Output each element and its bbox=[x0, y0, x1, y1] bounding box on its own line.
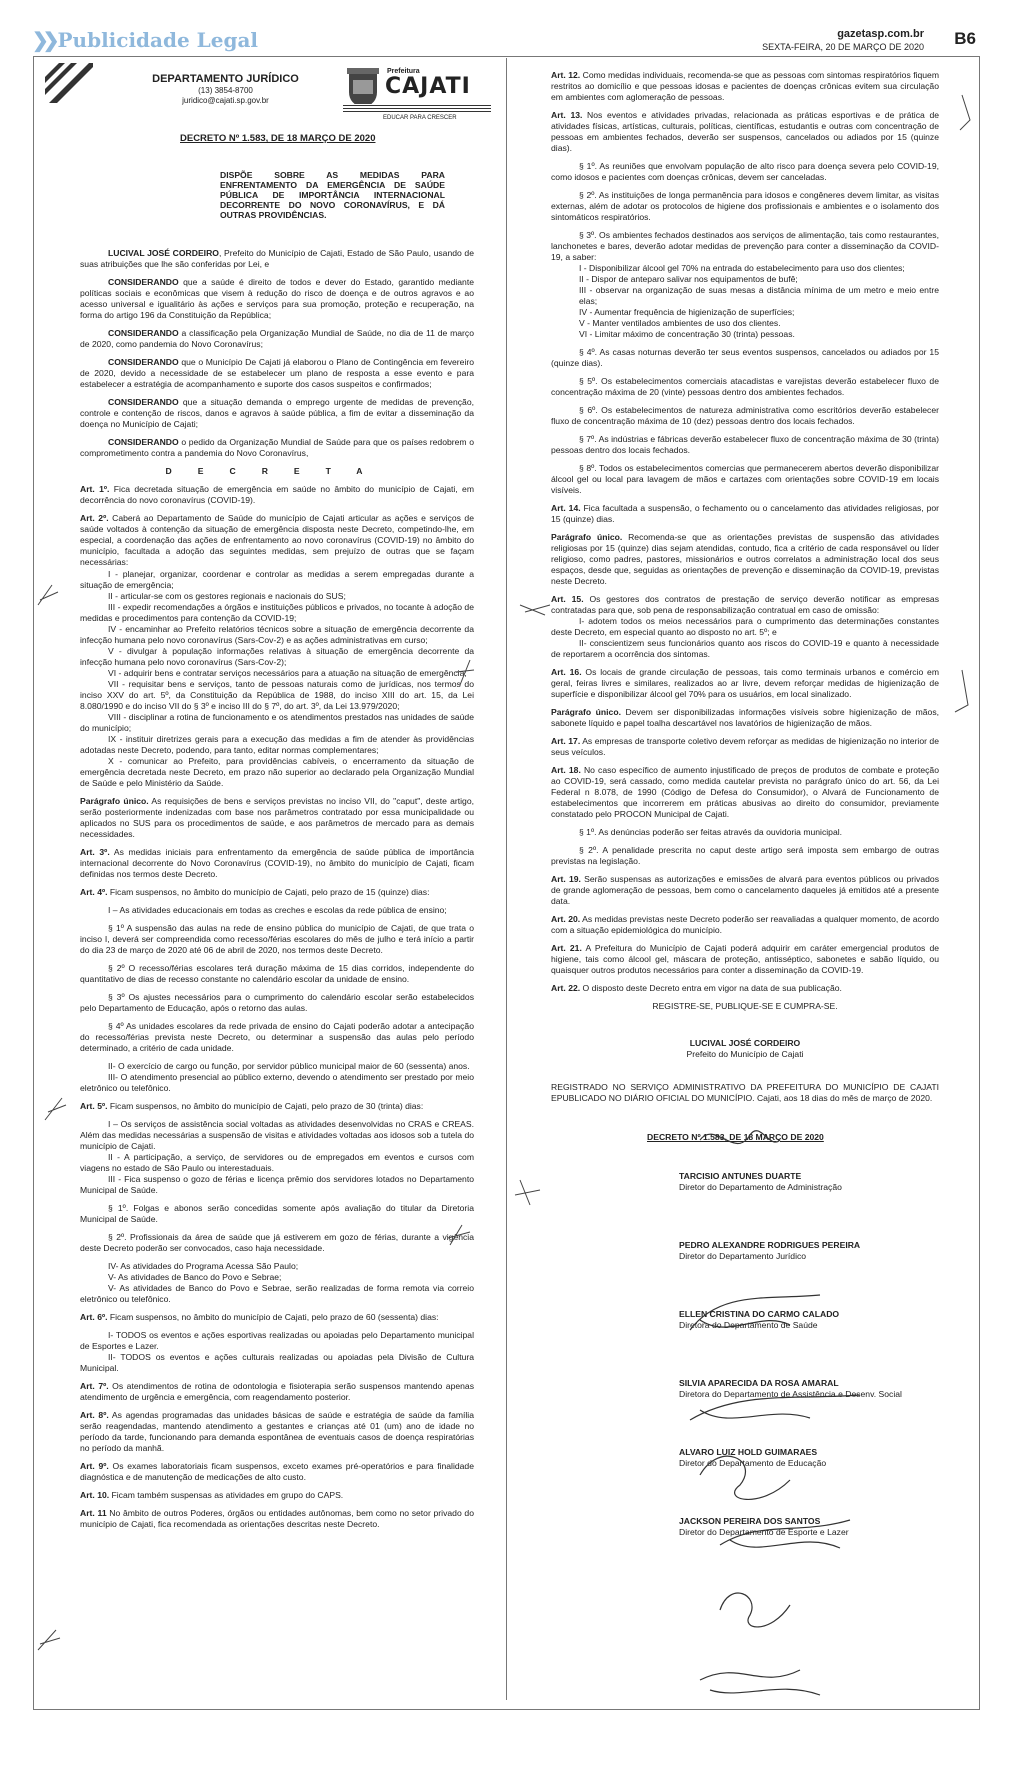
article-text: Ficam suspensos, no âmbito do município de Cajati, pelo prazo de 60 (sessenta) dias: bbox=[107, 1312, 439, 1322]
signatory-role: Diretor do Departamento de Educação bbox=[679, 1458, 827, 1468]
article-number: Art. 21. bbox=[551, 943, 582, 953]
article-number: Art. 22. bbox=[551, 983, 581, 993]
list-item: I- TODOS os eventos e ações esportivas realizadas ou apoiadas pelo Departamento municipal de Esportes e Lazer. bbox=[80, 1330, 474, 1351]
list-item: VII - requisitar bens e serviços, tanto de pessoas naturais como de jurídicas, nos termos do inciso XXV do art. 5º, da Constituição da República de 1988, do inciso XIII do art. 15, da Lei 8.080/1990 e do inciso VII do § 3º e inciso III do § 7º, do art. 3º, da Lei 13.979/2020; bbox=[80, 679, 474, 711]
article-text: Fica decretada situação de emergência em saúde no âmbito do município de Cajati, em decorrência do novo coronavírus (COVID-19). bbox=[80, 484, 474, 505]
department-email: juridico@cajati.sp.gov.br bbox=[182, 96, 269, 105]
paragraph: § 1º. As reuniões que envolvam população de alto risco para doença severa pelo COVID-19, como idosos e pacientes com doenças crônicas, devem ser canceladas. bbox=[551, 161, 939, 182]
preamble-name: LUCIVAL JOSÉ CORDEIRO bbox=[108, 248, 219, 258]
article-text: Serão suspensas as autorizações e emissões de alvará para eventos públicos ou privados de grande aglomeração de pessoas, bem como o cancelamento daqueles já emitidos até a presente data. bbox=[551, 874, 939, 906]
article-14 bbox=[551, 503, 939, 525]
decree-summary: DISPÕE SOBRE AS MEDIDAS PARA ENFRENTAMENTO DA EMERGÊNCIA DE SAÚDE PÚBLICA DE IMPORTÂNCIA INTERNACIONAL DECORRENTE DO NOVO CORONAVÍRUS, E DÁ OUTRAS PROVIDÊNCIAS. bbox=[220, 170, 445, 220]
paragraph: § 2º. As instituições de longa permanência para idosos e congêneres devem limitar, as visitas externas, além de adotar os protocolos de higiene dos profissionais e ambientes e o isolamento dos sintomáticos respiratórios. bbox=[551, 190, 939, 222]
paragraph-unico-14 bbox=[551, 532, 939, 587]
department-block bbox=[118, 74, 333, 106]
signatory-name: JACKSON PEREIRA DOS SANTOS bbox=[679, 1516, 821, 1526]
considerando-4 bbox=[80, 397, 474, 430]
article-number: Art. 10. bbox=[80, 1490, 110, 1500]
list-item: II- O exercício de cargo ou função, por servidor público municipal maior de 60 (sessenta) anos. bbox=[108, 1061, 470, 1071]
list-item: II- conscientizem seus funcionários quanto aos riscos do COVID-19 e quanto à necessidade de reportarem a ocorrência dos sintomas. bbox=[551, 638, 939, 659]
considerando-text: que o Município De Cajati já elaborou o Plano de Contingência em fevereiro de 2020, devido a necessidade de se estabelecer um plano de resposta a esse evento e para estabelecer a estratégia de acompanhamento e suporte dos casos suspeitos e confirmados; bbox=[80, 357, 474, 389]
article-text: Os atendimentos de rotina de odontologia e fisioterapia serão suspensos mantendo apenas atendimento de urgência e emergência, com reagendamento posterior. bbox=[80, 1381, 474, 1402]
paragraph: § 7º. As indústrias e fábricas deverão estabelecer fluxo de concentração máxima de 30 (trinta) pessoas dentro dos locais fechados. bbox=[551, 434, 939, 455]
article-text: As agendas programadas das unidades básicas de saúde e estratégia de saúde da família serão reagendadas, mantendo atendimento a gestantes e crianças até 01 (um) ano de idade no período da tarde, funcionando para demanda espontânea de eventuais casos de doença respiratórias no período da manhã. bbox=[80, 1410, 474, 1453]
article-10 bbox=[80, 1490, 474, 1501]
decree-title: DECRETO Nº 1.583, DE 18 MARÇO DE 2020 bbox=[180, 133, 376, 144]
considerando-text: que a situação demanda o emprego urgente de medidas de prevenção, controle e contenção de riscos, danos e agravos à saúde pública, a fim de evitar a disseminação da doença no Município de Cajati; bbox=[80, 397, 474, 429]
article-text: Os locais de grande circulação de pessoas, tais como terminais urbanos e comércio em geral, feiras livres e similares, realizados ao ar livre, devem reforçar medidas de higienização de superfície e disponibilizar álcool gel 70% para os usuários, em local sinalizado. bbox=[551, 667, 939, 699]
paragraph-text: Recomenda-se que as orientações previstas de suspensão das atividades religiosas por 15 (quinze) dias sejam atendidas, contudo, fica a critério de cada responsável ou líder religioso, como padres, pastores, missionários e outros correlatos a administração local dos seus espaços, desde que, seguidas as orientações de prevenção e disseminação da COVID-19, previstas neste Decreto. bbox=[551, 532, 939, 586]
issue-date: SEXTA-FEIRA, 20 DE MARÇO DE 2020 bbox=[762, 42, 924, 52]
considerando-keyword: CONSIDERANDO bbox=[108, 357, 179, 367]
registration-note: REGISTRADO NO SERVIÇO ADMINISTRATIVO DA PREFEITURA DO MUNICÍPIO DE CAJATI EPUBLICADO NO DIÁRIO OFICIAL DO MUNICÍPIO. Cajati, aos 18 dias do mês de março de 2020. bbox=[551, 1082, 939, 1103]
logo-bars bbox=[343, 104, 491, 112]
list-item: § 4º As unidades escolares da rede privada de ensino do Cajati poderão adotar a antecipação do recesso/férias prevista neste Decreto, ou determinar a suspensão das aulas pelo período determinado, a critério de cada unidade. bbox=[80, 1021, 474, 1053]
paragraph-unico bbox=[80, 796, 474, 840]
paragraph-label: Parágrafo único. bbox=[551, 532, 623, 542]
article-text: Os gestores dos contratos de prestação de serviço deverão notificar as empresas contratadas para que, sob pena de responsabilização contratual em caso de omissão: bbox=[551, 594, 939, 615]
article-number: Art. 9º. bbox=[80, 1461, 109, 1471]
article-text: A Prefeitura do Município de Cajati poderá adquirir em caráter emergencial produtos de higiene, tais como álcool gel, máscara de proteção, antisséptico, sabonetes e sabão líquido, ou quaisquer outros produtos necessários para conter a disseminação da COVID-19. bbox=[551, 943, 939, 975]
signatory-name: ELLEN CRISTINA DO CARMO CALADO bbox=[679, 1309, 840, 1319]
list-item: IX - instituir diretrizes gerais para a execução das medidas a fim de atender às providências adotadas neste Decreto, podendo, para tanto, editar normas complementares; bbox=[80, 734, 474, 755]
list-item: § 2º. Profissionais da área de saúde que já estiverem em gozo de férias, durante a vigência deste Decreto poderão ser convocados, caso haja necessidade. bbox=[80, 1232, 474, 1253]
article-17 bbox=[551, 736, 939, 758]
article-16 bbox=[551, 667, 939, 700]
article-18 bbox=[551, 765, 939, 820]
list-item: V - Manter ventilados ambientes de uso dos clientes. bbox=[579, 318, 781, 328]
signatory-name: ALVARO LUIZ HOLD GUIMARAES bbox=[679, 1447, 818, 1457]
list-item: II - articular-se com os gestores regionais e nacionais do SUS; bbox=[108, 591, 346, 601]
article-number: Art. 20. bbox=[551, 914, 581, 924]
paragraph-text: As requisições de bens e serviços previstas no inciso VII, do "caput", deste artigo, serão posteriormente indenizadas com base nos parâmetros contratado por essa municipalidade ou aplicados no SUS para os procedimentos de saúde, e aos parâmetros de mercado para as demais necessidades. bbox=[80, 796, 474, 839]
paragraph-text: Devem ser disponibilizadas informações visíveis sobre higienização de mãos, sabonete líquido e papel toalha descartável nos lavatórios de higienização de mãos. bbox=[551, 707, 939, 728]
list-item: II- TODOS os eventos e ações culturais realizadas ou apoiadas pela Divisão de Cultura Municipal. bbox=[80, 1352, 474, 1373]
list-item: III- O atendimento presencial ao público externo, devendo o atendimento ser prestado por meio eletrônico ou telefônico. bbox=[80, 1072, 474, 1093]
article-text: Nos eventos e atividades privadas, relacionada as práticas esportivas e de prática de atividades físicas, artísticas, culturais, políticas, científicas, estudantis e outras com concentração de pessoas em ambientes fechados, deverão ser suspensos, cancelados ou adiados por 15 (quinze dias). bbox=[551, 110, 939, 153]
list-item: VIII - disciplinar a rotina de funcionamento e os atendimentos prestados nas unidades de saúde do município; bbox=[80, 712, 474, 733]
list-item: IV - encaminhar ao Prefeito relatórios técnicos sobre a situação de emergência decorrente da infecção humana pelo novo coronavírus (Sars-Cov-2) e as ações administrativas em curso; bbox=[80, 624, 474, 645]
article-text: As empresas de transporte coletivo devem reforçar as medidas de higienização no interior de seus veículos. bbox=[551, 736, 939, 757]
article-4 bbox=[80, 887, 474, 898]
stripes-emblem-icon bbox=[45, 63, 93, 103]
list-item: I - Disponibilizar álcool gel 70% na entrada do estabelecimento para uso dos clientes; bbox=[579, 263, 905, 273]
article-15 bbox=[551, 594, 939, 616]
logo-name: CAJATI bbox=[385, 74, 471, 99]
article-number: Art. 16. bbox=[551, 667, 582, 677]
mayor-role: Prefeito do Município de Cajati bbox=[686, 1049, 804, 1059]
considerando-text: o pedido da Organização Mundial de Saúde para que os países redobrem o comprometimento contra a pandemia do Novo Coronavírus, bbox=[80, 437, 474, 458]
list-item: I – As atividades educacionais em todas as creches e escolas da rede pública de ensino; bbox=[108, 905, 447, 915]
considerando-keyword: CONSIDERANDO bbox=[108, 277, 179, 287]
considerando-3 bbox=[80, 357, 474, 390]
section-label: Publicidade Legal bbox=[57, 28, 258, 52]
page-header bbox=[32, 26, 982, 56]
article-5 bbox=[80, 1101, 474, 1112]
article-number: Art. 13. bbox=[551, 110, 583, 120]
list-item: IV - Aumentar frequência de higienização de superfícies; bbox=[579, 307, 795, 317]
article-text: Ficam também suspensas as atividades em grupo do CAPS. bbox=[109, 1490, 344, 1500]
article-6 bbox=[80, 1312, 474, 1323]
list-item: § 1º A suspensão das aulas na rede de ensino pública do município de Cajati, de que trata o inciso I, deverá ser compreendida como recesso/férias escolares do mês de julho e terá início a partir do dia 23 de março de 2020 até 06 de abril de 2020, nos termos deste Decreto. bbox=[80, 923, 474, 955]
considerando-keyword: CONSIDERANDO bbox=[108, 328, 179, 338]
logo-top: Prefeitura bbox=[387, 68, 420, 75]
site-url: gazetasp.com.br bbox=[837, 28, 924, 40]
signatory-role: Diretora do Departamento de Assistência e Desenv. Social bbox=[679, 1389, 902, 1399]
column-divider bbox=[506, 58, 507, 1700]
list-item: X - comunicar ao Prefeito, para providências cabíveis, o encerramento da situação de emergência decretada neste Decreto, em prazo não superior ao declarado pela Organização Mundial de Saúde e pelo Ministério da Saúde. bbox=[80, 756, 474, 788]
article-text: Como medidas individuais, recomenda-se que as pessoas com sintomas respiratórios fiquem restritos ao domicílio e que pessoas idosas e pacientes de doenças crônicas evitem sua circulação em ambientes com aglomeração de pessoas. bbox=[551, 70, 939, 102]
right-column bbox=[551, 70, 939, 1700]
article-number: Art. 14. bbox=[551, 503, 581, 513]
preamble bbox=[80, 248, 474, 270]
paragraph: § 2º. A penalidade prescrita no caput deste artigo será imposta sem embargo de outras previstas na legislação. bbox=[551, 845, 939, 866]
paragraph-label: Parágrafo único. bbox=[551, 707, 621, 717]
article-text: Os exames laboratoriais ficam suspensos, exceto exames pré-operatórios e para finalidade diagnóstica e de manutenção de medicações de alto custo. bbox=[80, 1461, 474, 1482]
article-number: Art. 2º. bbox=[80, 513, 109, 523]
article-number: Art. 4º. bbox=[80, 887, 108, 897]
paragraph: § 8º. Todos os estabelecimentos comercias que permanecerem abertos deverão disponibilizar álcool gel ou local para lavagem de mãos e cartazes com orientações sobre COVID-19 em locais visíveis. bbox=[551, 463, 939, 495]
article-11 bbox=[80, 1508, 474, 1530]
paragraph-label: Parágrafo único. bbox=[80, 796, 149, 806]
list-item: VI - adquirir bens e contratar serviços necessários para a atuação na situação de emergência; bbox=[108, 668, 467, 678]
article-21 bbox=[551, 943, 939, 976]
paragraph: § 5º. Os estabelecimentos comerciais atacadistas e varejistas deverão estabelecer fluxo de concentração máxima de 20 (vinte) pessoas dentro dos ambientes fechados. bbox=[551, 376, 939, 397]
considerando-keyword: CONSIDERANDO bbox=[108, 437, 179, 447]
article-22 bbox=[551, 983, 939, 994]
signatory-name: TARCISIO ANTUNES DUARTE bbox=[679, 1171, 802, 1181]
list-item: IV- As atividades do Programa Acessa São Paulo; bbox=[108, 1261, 299, 1271]
paragraph: § 6º. Os estabelecimentos de natureza administrativa como escritórios deverão estabelecer fluxo de concentração máxima de 10 (dez) pessoas dentro dos locais fechados. bbox=[551, 405, 939, 426]
mayor-name: LUCIVAL JOSÉ CORDEIRO bbox=[689, 1038, 801, 1048]
signatory-role: Diretor do Departamento de Administração bbox=[679, 1182, 842, 1192]
signatory-role: Diretora do Departamento de Saúde bbox=[679, 1320, 818, 1330]
article-2 bbox=[80, 513, 474, 568]
double-chevron-icon: ❯❯ bbox=[32, 28, 54, 52]
signature-block bbox=[551, 1132, 939, 1538]
list-item: V- As atividades de Banco do Povo e Sebrae, serão realizadas de forma remota via correio eletrônico ou telefônico. bbox=[80, 1283, 474, 1304]
article-number: Art. 12. bbox=[551, 70, 581, 80]
list-item: II - A participação, a serviço, de servidores ou de empregados em eventos e cursos com viagens no estado de São Paulo ou interestaduais. bbox=[80, 1152, 474, 1173]
signatory-role: Diretor do Departamento de Esporte e Lazer bbox=[679, 1527, 849, 1537]
paragraph: § 3º. Os ambientes fechados destinados aos serviços de alimentação, tais como restaurantes, lanchonetes e bares, deverão adotar medidas de prevenção para conter a disseminação da COVID-19, a saber: bbox=[551, 230, 939, 262]
considerando-2 bbox=[80, 328, 474, 350]
considerando-keyword: CONSIDERANDO bbox=[108, 397, 179, 407]
article-9 bbox=[80, 1461, 474, 1483]
decreta-heading: DECRETA bbox=[165, 466, 389, 476]
article-number: Art. 6º. bbox=[80, 1312, 108, 1322]
article-number: Art. 18. bbox=[551, 765, 581, 775]
left-column bbox=[80, 160, 474, 1700]
signatory-role: Diretor do Departamento Jurídico bbox=[679, 1251, 807, 1261]
logo-slogan: EDUCAR PARA CRESCER bbox=[383, 115, 457, 121]
article-text: Fica facultada a suspensão, o fechamento ou o cancelamento das atividades religiosas, por 15 (quinze) dias. bbox=[551, 503, 939, 524]
article-8 bbox=[80, 1410, 474, 1454]
city-logo bbox=[343, 66, 491, 126]
article-text: No caso específico de aumento injustificado de preços de produtos de combate e proteção ao COVID-19, será cassado, como medida cautelar prevista no parágrafo único do art. 56, da Lei Federal n 8.078, de 1990 (Código de Defesa do Consumidor), o Alvará de Funcionamento de estabelecimentos que incorrerem em práticas abusivas ao direito do consumidor, previamente constatado pelo PROCON Municipal de Cajati. bbox=[551, 765, 939, 819]
article-number: Art. 1º. bbox=[80, 484, 110, 494]
article-number: Art. 17. bbox=[551, 736, 581, 746]
article-number: Art. 11 bbox=[80, 1508, 107, 1518]
list-item: III - Fica suspenso o gozo de férias e licença prêmio dos servidores lotados no Departamento Municipal de Saúde. bbox=[80, 1174, 474, 1195]
signatory-name: SILVIA APARECIDA DA ROSA AMARAL bbox=[679, 1378, 839, 1388]
signature-decree-title: DECRETO Nº 1.583, DE 18 MARÇO DE 2020 bbox=[647, 1132, 824, 1142]
article-13 bbox=[551, 110, 939, 154]
article-1 bbox=[80, 484, 474, 506]
considerando-1 bbox=[80, 277, 474, 321]
list-item: III - observar na organização de suas mesas a distância mínima de um metro e meio entre elas; bbox=[579, 285, 939, 306]
list-item: III - expedir recomendações a órgãos e instituições públicos e privados, no tocante à adoção de medidas e procedimentos para contenção da COVID-19; bbox=[80, 602, 474, 623]
article-text: Ficam suspensos, no âmbito do município de Cajati, pelo prazo de 15 (quinze) dias: bbox=[107, 887, 430, 897]
article-number: Art. 15. bbox=[551, 594, 584, 604]
list-item: V - divulgar à população informações relativas à situação de emergência decorrente da infecção humana pelo novo coronavírus (Sars-Cov-2); bbox=[80, 646, 474, 667]
article-text: No âmbito de outros Poderes, órgãos ou entidades autônomas, bem como no setor privado do município de Cajati, fica recomendada as orientações descritas neste Decreto. bbox=[80, 1508, 474, 1529]
article-text: O disposto deste Decreto entra em vigor na data de sua publicação. bbox=[580, 983, 842, 993]
department-phone: (13) 3854-8700 bbox=[198, 86, 253, 95]
article-19 bbox=[551, 874, 939, 907]
article-text: Caberá ao Departamento de Saúde do município de Cajati articular as ações e serviços de saúde voltados à contenção da situação de emergência disposta neste Decreto, competindo-lhe, em especial, a coordenação das ações de enfrentamento ao novo coronavírus (COVID-19) no âmbito do município, facultada a adoção das seguintes medidas, sem prejuízo de outras que se façam necessárias: bbox=[80, 513, 474, 567]
page-number: B6 bbox=[954, 29, 976, 48]
list-item: I- adotem todos os meios necessários para o cumprimento das determinações constantes deste Decreto, em especial quanto ao disposto no art. 5º; e bbox=[551, 616, 939, 637]
list-item: § 2º O recesso/férias escolares terá duração máxima de 15 dias corridos, independente do quantitativo de dias de recesso constante no calendário escolar da unidade de ensino. bbox=[80, 963, 474, 984]
list-item: I – Os serviços de assistência social voltadas as atividades desenvolvidas no CRAS e CREAS. Além das medidas necessárias a suspensão de visitas e atividades voltadas aos idosos sob a tutela do município de Cajati. bbox=[80, 1119, 474, 1151]
article-3 bbox=[80, 847, 474, 880]
signatory-name: PEDRO ALEXANDRE RODRIGUES PEREIRA bbox=[679, 1240, 861, 1250]
article-text: Ficam suspensos, no âmbito do município de Cajati, pelo prazo de 30 (trinta) dias: bbox=[107, 1101, 424, 1111]
article-number: Art. 7º. bbox=[80, 1381, 109, 1391]
preamble-text: , Prefeito do Município de Cajati, Estado de São Paulo, usando de suas atribuições que lhe são conferidas por Lei, e bbox=[80, 248, 474, 269]
article-number: Art. 5º. bbox=[80, 1101, 108, 1111]
paragraph-unico-16 bbox=[551, 707, 939, 729]
considerando-text: a classificação pela Organização Mundial de Saúde, no dia de 11 de março de 2020, como pandemia do Novo Coronavírus; bbox=[80, 328, 474, 349]
department-title: DEPARTAMENTO JURÍDICO bbox=[152, 73, 299, 85]
paragraph: § 4º. As casas noturnas deverão ter seus eventos suspensos, cancelados ou adiados por 15 (quinze dias). bbox=[551, 347, 939, 368]
article-20 bbox=[551, 914, 939, 936]
list-item: V- As atividades de Banco do Povo e Sebrae; bbox=[108, 1272, 282, 1282]
article-12 bbox=[551, 70, 939, 103]
article-7 bbox=[80, 1381, 474, 1403]
list-item: § 1º. Folgas e abonos serão concedidas somente após avaliação do titular da Diretoria Municipal de Saúde. bbox=[80, 1203, 474, 1224]
section-title bbox=[32, 28, 258, 52]
considerando-5 bbox=[80, 437, 474, 459]
considerando-text: que a saúde é direito de todos e dever do Estado, garantido mediante políticas sociais e econômicas que visem à redução do risco de doença e de outros agravos e ao acesso universal e igualitário às ações e serviços para sua promoção, proteção e recuperação, na forma do artigo 196 da Constituição da República; bbox=[80, 277, 474, 320]
article-number: Art. 19. bbox=[551, 874, 581, 884]
article-text: As medidas iniciais para enfrentamento da emergência de saúde pública de importância internacional decorrente do Novo Coronavírus (COVID-19), no âmbito do município de Cajati, ficam definidas nos termos deste Decreto. bbox=[80, 847, 475, 879]
article-number: Art. 3º. bbox=[80, 847, 110, 857]
list-item: I - planejar, organizar, coordenar e controlar as medidas a serem empregadas durante a situação de emergência; bbox=[80, 569, 474, 590]
paragraph: § 1º. As denúncias poderão ser feitas através da ouvidoria municipal. bbox=[579, 827, 843, 837]
list-item: II - Dispor de anteparo salivar nos equipamentos de bufê; bbox=[579, 274, 798, 284]
article-number: Art. 8º. bbox=[80, 1410, 109, 1420]
list-item: § 3º Os ajustes necessários para o cumprimento do calendário escolar serão estabelecidos pelo Departamento de Educação, após o retorno das aulas. bbox=[80, 992, 474, 1013]
article-text: As medidas previstas neste Decreto poderão ser reavaliadas a qualquer momento, de acordo com a situação epidemiológica do município. bbox=[551, 914, 940, 935]
closing-formula: REGISTRE-SE, PUBLIQUE-SE E CUMPRA-SE. bbox=[652, 1001, 838, 1011]
site-block bbox=[762, 28, 924, 54]
list-item: VI - Limitar máximo de concentração 30 (trinta) pessoas. bbox=[579, 329, 795, 339]
